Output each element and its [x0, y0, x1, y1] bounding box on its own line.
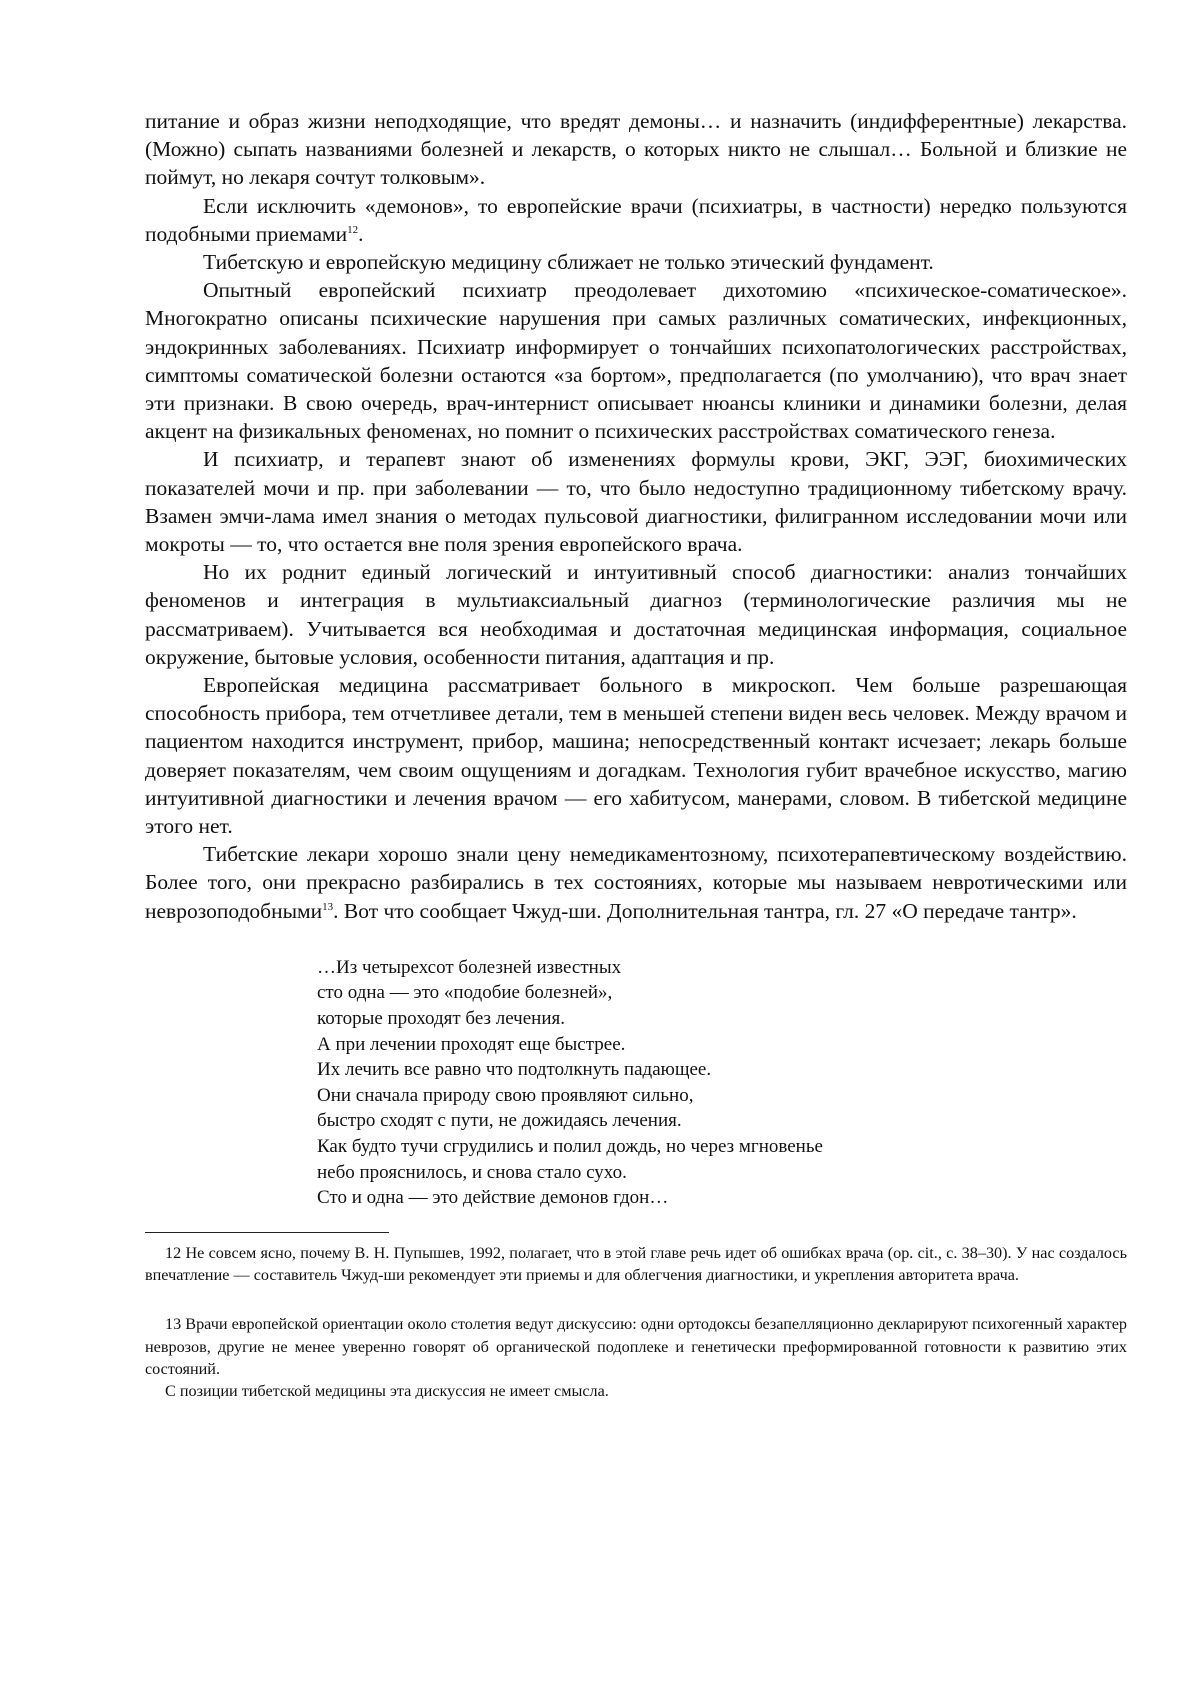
paragraph: Опытный европейский психиатр преодолевает дихотомию «психическое-соматическое». Многократно описаны психические нарушения при самых различных соматических, инфекционных, эндокринных заболеваниях. Психиатр информирует о тончайших психопатологических расстройствах, симптомы соматической болезни остаются «за бортом», предполагается (по умолчанию), что врач знает эти признаки. В свою очередь, врач-интернист описывает нюансы клиники и динамики болезни, делая акцент на физикальных феноменах, но помнит о психических расстройствах соматического генеза.: [145, 278, 1127, 444]
poem-line: сто одна — это «подобие болезней»,: [317, 982, 613, 1004]
footnote-13: 13 Врачи европейской ориентации около столетия ведут дискуссию: одни ортодоксы безапелляционно декларируют психогенный характер неврозов, другие не менее уверенно говорят об органической подоплеке и генетически преформированной готовности к развитию этих состояний.: [145, 1315, 1127, 1379]
document-page: [145, 107, 1127, 1403]
poem-line: Их лечить все равно что подтолкнуть падающее.: [317, 1059, 712, 1081]
paragraph: И психиатр, и терапевт знают об изменениях формулы крови, ЭКГ, ЭЭГ, биохимических показателей мочи и пр. при заболевании — то, что было недоступно традиционному тибетскому врачу. Взамен эмчи-лама имел знания о методах пульсовой диагностики, филигранном исследовании мочи или мокроты — то, что остается вне поля зрения европейского врача.: [145, 447, 1127, 557]
poem-line: Они сначала природу свою проявляют сильно,: [317, 1084, 694, 1106]
poem-line: …Из четырехсот болезней известных: [317, 956, 622, 978]
footnote-ref-12[interactable]: 12: [347, 223, 359, 236]
paragraph: Европейская медицина рассматривает больного в микроскоп. Чем больше разрешающая способность прибора, тем отчетливее детали, тем в меньшей степени виден весь человек. Между врачом и пациентом находится инструмент, прибор, машина; непосредственный контакт исчезает; лекарь больше доверяет показателям, чем своим ощущениям и догадкам. Технология губит врачебное искусство, магию интуитивной диагностики и лечения врачом — его хабитусом, манерами, словом. В тибетской медицине этого нет.: [145, 673, 1127, 839]
paragraph: Тибетскую и европейскую медицину сближает не только этический фундамент.: [203, 250, 934, 275]
footnote-divider: [145, 1232, 389, 1233]
paragraph: Тибетские лекари хорошо знали цену немедикаментозному, психотерапевтическому воздействию. Более того, они прекрасно разбирались в тех состояниях, которые мы называем невротическими или неврозоподобными$^{13}$. Вот что сообщает Чжуд-ши. Дополнительная тантра, гл. 27 «О передаче тантр».: [145, 842, 1127, 923]
footnote-ref-13[interactable]: 13: [322, 900, 334, 913]
paragraph: питание и образ жизни неподходящие, что вредят демоны… и назначить (индифферентные) лекарства. (Можно) сыпать названиями болезней и лекарств, о которых никто не слышал… Больной и близкие не поймут, но лекаря сочтут толковым».: [145, 109, 1127, 190]
poem-line: А при лечении проходят еще быстрее.: [317, 1033, 626, 1055]
paragraph: Но их роднит единый логический и интуитивный способ диагностики: анализ тончайших феноменов и интеграция в мультиаксиальный диагноз (терминологические различия мы не рассматриваем). Учитывается вся необходимая и достаточная медицинская информация, социальное окружение, бытовые условия, особенности питания, адаптация и пр.: [145, 560, 1127, 669]
footnotes: [145, 1242, 1127, 1403]
poem-line: которые проходят без лечения.: [317, 1008, 565, 1030]
poem-line: быстро сходят с пути, не дожидаясь лечения.: [317, 1110, 682, 1132]
poem-quote: [317, 955, 1127, 1211]
paragraph: Если исключить «демонов», то европейские врачи (психиатры, в частности) нередко пользуются подобными приемами$^{12}$.: [145, 193, 1127, 246]
poem-line: небо прояснилось, и снова стало сухо.: [317, 1161, 627, 1183]
footnote-12: 12 Не совсем ясно, почему В. Н. Пупышев, 1992, полагает, что в этой главе речь идет об ошибках врача (op. cit., с. 38–30). У нас создалось впечатление — составитель Чжуд-ши рекомендует эти приемы и для облегчения диагностики, и укрепления авторитета врача.: [145, 1243, 1127, 1285]
body-text: [145, 107, 1127, 925]
footnote-13-continuation: С позиции тибетской медицины эта дискуссия не имеет смысла.: [165, 1382, 609, 1401]
poem-line: Сто и одна — это действие демонов гдон…: [317, 1187, 669, 1209]
poem-line: Как будто тучи сгрудились и полил дождь, но через мгновенье: [317, 1136, 823, 1158]
